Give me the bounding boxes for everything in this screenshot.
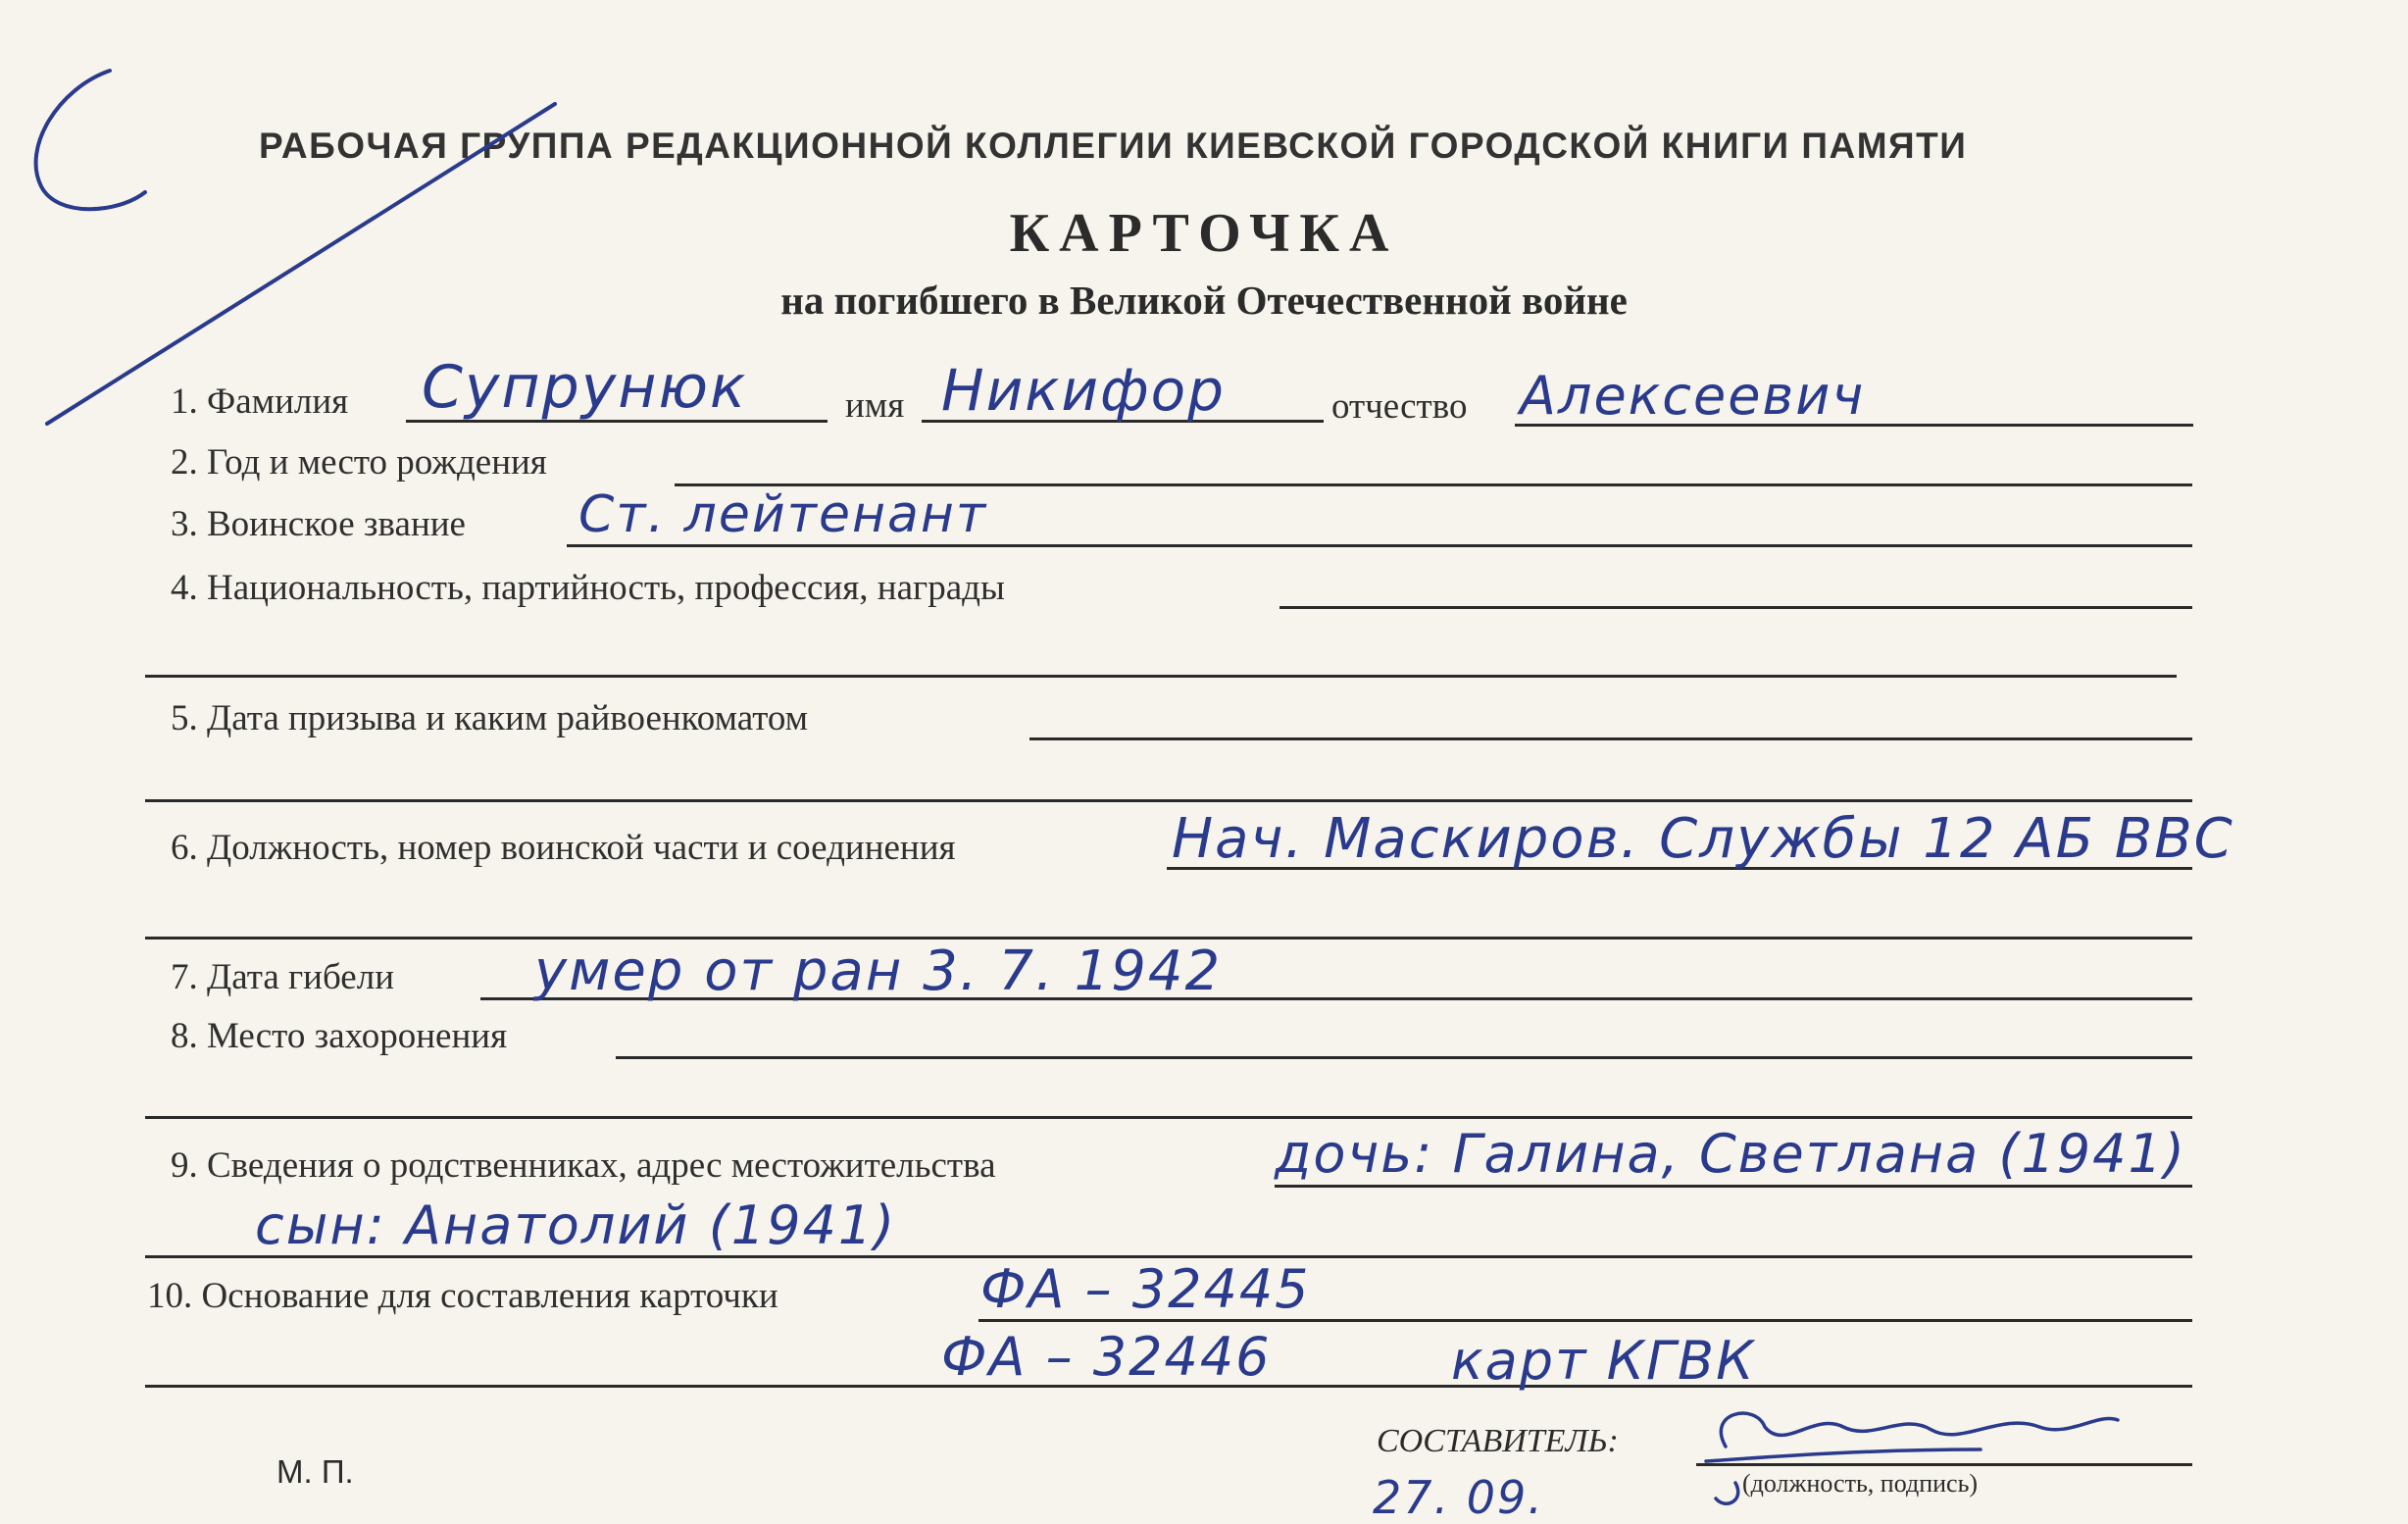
field-5-label: 5. Дата призыва и каким райвоенкоматом xyxy=(171,698,809,738)
hw-position: Нач. Маскиров. Службы 12 АБ ВВС xyxy=(1172,807,2234,871)
hw-first-name: Никифор xyxy=(941,357,1226,424)
field-4-label: 4. Национальность, партийность, профессия, награды xyxy=(171,568,1005,608)
hw-death-date: умер от ран 3. 7. 1942 xyxy=(534,940,1223,1003)
hw-relatives-2: сын: Анатолий (1941) xyxy=(255,1194,897,1256)
field-1-label: 1. Фамилия xyxy=(171,381,349,422)
compiler-label: СОСТАВИТЕЛЬ: xyxy=(1377,1423,1619,1459)
card-subtitle: на погибшего в Великой Отечественной войне xyxy=(780,278,1628,323)
hw-date-partial: 27. 09. xyxy=(1373,1471,1544,1524)
field-10-label: 10. Основание для составления карточки xyxy=(147,1276,778,1316)
hw-basis-1: ФА – 32445 xyxy=(980,1258,1311,1320)
hw-relatives-1: дочь: Галина, Светлана (1941) xyxy=(1275,1123,2186,1185)
seal-label: М. П. xyxy=(276,1453,354,1490)
diagonal-stroke-icon xyxy=(47,104,555,424)
field-8-label: 8. Место захоронения xyxy=(171,1016,508,1056)
corner-letter-s-icon xyxy=(36,71,145,209)
organization-heading: РАБОЧАЯ ГРУППА РЕДАКЦИОННОЙ КОЛЛЕГИИ КИЕВСКОЙ ГОРОДСКОЙ КНИГИ ПАМЯТИ xyxy=(259,126,1968,166)
field-3-label: 3. Воинское звание xyxy=(171,504,466,544)
hw-patronymic: Алексеевич xyxy=(1520,365,1866,427)
card-title: КАРТОЧКА xyxy=(1009,203,1399,264)
hw-basis-extra: карт КГВК xyxy=(1451,1330,1756,1392)
patronymic-label: отчество xyxy=(1331,386,1468,427)
first-name-label: имя xyxy=(845,385,905,426)
field-7-label: 7. Дата гибели xyxy=(171,957,394,997)
hw-basis-2: ФА – 32446 xyxy=(941,1326,1272,1388)
field-6-label: 6. Должность, номер воинской части и соединения xyxy=(171,828,956,868)
signature-caption: (должность, подпись) xyxy=(1742,1469,1979,1498)
field-2-label: 2. Год и место рождения xyxy=(171,442,547,483)
field-9-label: 9. Сведения о родственниках, адрес местожительства xyxy=(171,1145,996,1186)
hw-rank: Ст. лейтенант xyxy=(578,485,988,544)
hw-surname: Супрунюк xyxy=(422,353,748,422)
corner-mark xyxy=(36,71,555,424)
signature-icon xyxy=(1706,1413,2118,1503)
